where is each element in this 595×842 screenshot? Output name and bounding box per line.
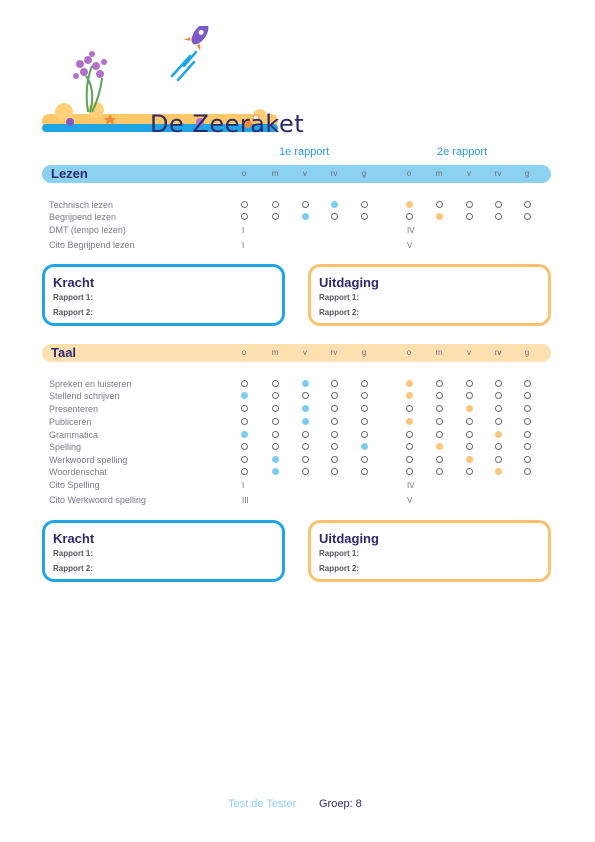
kracht-box (42, 264, 285, 326)
column-label: m (271, 169, 279, 178)
logo-title: De Zeeraket (150, 110, 305, 138)
level-rapport-1: I (242, 241, 245, 250)
row-label: DMT (tempo lezen) (49, 225, 126, 235)
rating-radio-o[interactable] (241, 392, 248, 399)
rating-radio-rv[interactable] (495, 443, 502, 450)
rating-radio-g[interactable] (361, 405, 368, 412)
rating-radio-g[interactable] (361, 431, 368, 438)
rating-radio-g[interactable] (361, 468, 368, 475)
rating-radio-v[interactable] (466, 443, 473, 450)
rating-radio-m[interactable] (272, 213, 279, 220)
level-rapport-2: IV (407, 226, 415, 235)
rating-radio-g[interactable] (524, 468, 531, 475)
kracht-rapport-2: Rapport 2: (53, 564, 93, 573)
rating-radio-o[interactable] (406, 380, 413, 387)
rating-radio-m[interactable] (272, 380, 279, 387)
column-label: rv (494, 348, 502, 357)
column-label: o (406, 169, 412, 178)
kracht-title: Kracht (53, 531, 95, 546)
section-title: Lezen (51, 166, 88, 181)
rating-radio-g[interactable] (361, 392, 368, 399)
column-label: rv (330, 169, 338, 178)
rating-radio-m[interactable] (272, 392, 279, 399)
rating-radio-rv[interactable] (495, 418, 502, 425)
rating-radio-rv[interactable] (331, 418, 338, 425)
rating-radio-v[interactable] (302, 201, 309, 208)
section-title: Taal (51, 345, 77, 360)
rating-radio-o[interactable] (241, 201, 248, 208)
rating-radio-g[interactable] (361, 418, 368, 425)
level-rapport-1: III (242, 496, 249, 505)
rating-radio-rv[interactable] (495, 456, 502, 463)
kracht-rapport-2: Rapport 2: (53, 308, 93, 317)
school-logo (40, 26, 305, 140)
column-label: m (435, 169, 443, 178)
row-label: Stellend schrijven (49, 391, 120, 401)
rating-radio-m[interactable] (272, 405, 279, 412)
column-label: o (406, 348, 412, 357)
rating-radio-g[interactable] (524, 201, 531, 208)
row-label: Presenteren (49, 404, 99, 414)
row-label: Cito Begrijpend lezen (49, 240, 135, 250)
rating-radio-o[interactable] (241, 380, 248, 387)
rating-radio-rv[interactable] (495, 380, 502, 387)
rating-radio-m[interactable] (436, 213, 443, 220)
rating-radio-g[interactable] (524, 213, 531, 220)
uitdaging-rapport-2: Rapport 2: (319, 308, 359, 317)
rating-radio-rv[interactable] (331, 468, 338, 475)
rating-radio-m[interactable] (272, 201, 279, 208)
rating-radio-v[interactable] (466, 456, 473, 463)
rating-radio-g[interactable] (361, 443, 368, 450)
rating-radio-v[interactable] (302, 468, 309, 475)
rating-radio-o[interactable] (406, 201, 413, 208)
column-label: m (271, 348, 279, 357)
row-label: Werkwoord spelling (49, 455, 128, 465)
rating-radio-g[interactable] (524, 392, 531, 399)
column-label: v (303, 169, 307, 178)
uitdaging-rapport-2: Rapport 2: (319, 564, 359, 573)
row-label: Begrijpend lezen (49, 212, 117, 222)
rating-radio-rv[interactable] (331, 392, 338, 399)
level-rapport-2: V (407, 496, 413, 505)
rating-radio-m[interactable] (436, 456, 443, 463)
rating-radio-v[interactable] (466, 431, 473, 438)
rating-radio-g[interactable] (524, 431, 531, 438)
column-label: o (241, 169, 247, 178)
rating-radio-rv[interactable] (495, 392, 502, 399)
rating-radio-o[interactable] (241, 468, 248, 475)
rating-radio-rv[interactable] (495, 405, 502, 412)
rating-radio-g[interactable] (361, 213, 368, 220)
column-label: g (361, 348, 367, 357)
column-label: g (524, 348, 530, 357)
rating-radio-rv[interactable] (495, 468, 502, 475)
row-label: Spreken en luisteren (49, 379, 132, 389)
rating-radio-o[interactable] (241, 456, 248, 463)
rating-radio-v[interactable] (466, 418, 473, 425)
rapport-2-header: 2e rapport (437, 146, 488, 158)
rating-radio-m[interactable] (436, 418, 443, 425)
rating-radio-g[interactable] (361, 201, 368, 208)
column-label: o (241, 348, 247, 357)
rating-radio-m[interactable] (436, 380, 443, 387)
row-label: Cito Spelling (49, 480, 100, 490)
rating-radio-rv[interactable] (331, 213, 338, 220)
rating-radio-o[interactable] (406, 468, 413, 475)
column-label: g (361, 169, 367, 178)
rating-radio-o[interactable] (406, 392, 413, 399)
rating-radio-m[interactable] (272, 431, 279, 438)
column-label: v (303, 348, 307, 357)
rating-radio-o[interactable] (406, 213, 413, 220)
rating-radio-v[interactable] (302, 456, 309, 463)
rating-radio-m[interactable] (436, 431, 443, 438)
rating-radio-v[interactable] (302, 418, 309, 425)
uitdaging-rapport-1: Rapport 1: (319, 293, 359, 302)
student-name: Test de Tester (228, 798, 297, 810)
rating-radio-g[interactable] (524, 380, 531, 387)
rating-radio-rv[interactable] (331, 431, 338, 438)
uitdaging-title: Uitdaging (319, 275, 379, 290)
uitdaging-box (308, 264, 551, 326)
rating-radio-g[interactable] (524, 443, 531, 450)
rating-radio-rv[interactable] (331, 405, 338, 412)
level-rapport-1: I (242, 481, 245, 490)
level-rapport-1: I (242, 226, 245, 235)
rapport-1-header: 1e rapport (279, 146, 330, 158)
rating-radio-o[interactable] (406, 443, 413, 450)
rating-radio-o[interactable] (406, 405, 413, 412)
kracht-box (42, 520, 285, 582)
rating-radio-m[interactable] (272, 456, 279, 463)
rating-radio-m[interactable] (436, 392, 443, 399)
uitdaging-title: Uitdaging (319, 531, 379, 546)
level-rapport-2: V (407, 241, 413, 250)
row-label: Technisch lezen (49, 200, 114, 210)
rating-radio-m[interactable] (436, 468, 443, 475)
rating-radio-g[interactable] (524, 405, 531, 412)
rating-radio-o[interactable] (241, 443, 248, 450)
rating-radio-v[interactable] (302, 405, 309, 412)
rating-radio-v[interactable] (302, 213, 309, 220)
rating-radio-v[interactable] (466, 468, 473, 475)
column-label: rv (330, 348, 338, 357)
rating-radio-v[interactable] (466, 405, 473, 412)
rating-radio-o[interactable] (406, 431, 413, 438)
rating-radio-v[interactable] (302, 443, 309, 450)
rating-radio-m[interactable] (272, 418, 279, 425)
kracht-title: Kracht (53, 275, 95, 290)
column-label: m (435, 348, 443, 357)
rating-radio-v[interactable] (466, 380, 473, 387)
section-bar-lezen (42, 165, 551, 183)
kracht-rapport-1: Rapport 1: (53, 549, 93, 558)
rating-radio-o[interactable] (241, 418, 248, 425)
rating-radio-rv[interactable] (331, 201, 338, 208)
column-label: v (467, 169, 471, 178)
rating-radio-g[interactable] (524, 456, 531, 463)
rating-radio-v[interactable] (466, 392, 473, 399)
row-label: Publiceren (49, 417, 92, 427)
rating-radio-rv[interactable] (495, 431, 502, 438)
row-label: Woordenschat (49, 467, 107, 477)
rating-radio-rv[interactable] (495, 213, 502, 220)
level-rapport-2: IV (407, 481, 415, 490)
column-label: g (524, 169, 530, 178)
rating-radio-g[interactable] (361, 380, 368, 387)
rating-radio-v[interactable] (302, 431, 309, 438)
rating-radio-v[interactable] (466, 201, 473, 208)
kracht-rapport-1: Rapport 1: (53, 293, 93, 302)
rating-radio-m[interactable] (436, 443, 443, 450)
rating-radio-v[interactable] (466, 213, 473, 220)
row-label: Cito Werkwoord spelling (49, 495, 146, 505)
student-group: Groep: 8 (319, 798, 362, 810)
column-label: v (467, 348, 471, 357)
rating-radio-rv[interactable] (331, 443, 338, 450)
rating-radio-m[interactable] (436, 405, 443, 412)
rating-radio-rv[interactable] (331, 380, 338, 387)
column-label: rv (494, 169, 502, 178)
rating-radio-o[interactable] (406, 418, 413, 425)
uitdaging-box (308, 520, 551, 582)
rating-radio-m[interactable] (272, 468, 279, 475)
rating-radio-o[interactable] (406, 456, 413, 463)
rating-radio-o[interactable] (241, 405, 248, 412)
rating-radio-g[interactable] (361, 456, 368, 463)
rating-radio-g[interactable] (524, 418, 531, 425)
rating-radio-rv[interactable] (331, 456, 338, 463)
rating-radio-o[interactable] (241, 213, 248, 220)
rating-radio-m[interactable] (272, 443, 279, 450)
rating-radio-rv[interactable] (495, 201, 502, 208)
uitdaging-rapport-1: Rapport 1: (319, 549, 359, 558)
rating-radio-o[interactable] (241, 431, 248, 438)
row-label: Grammatica (49, 430, 99, 440)
rating-radio-m[interactable] (436, 201, 443, 208)
row-label: Spelling (49, 442, 82, 452)
rating-radio-v[interactable] (302, 380, 309, 387)
section-bar-taal (42, 344, 551, 362)
rating-radio-v[interactable] (302, 392, 309, 399)
